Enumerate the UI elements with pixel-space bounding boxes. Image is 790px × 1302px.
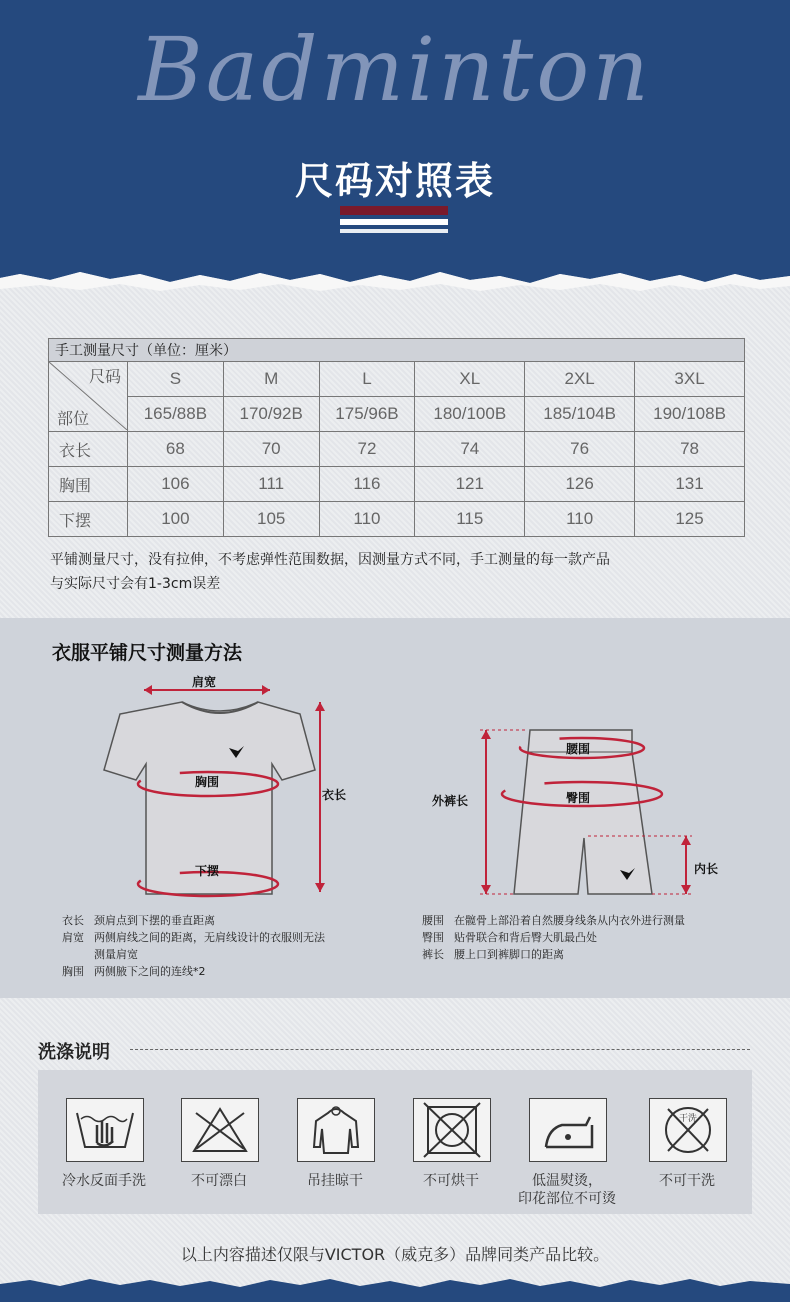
spec-cell: 170/92B	[223, 397, 319, 432]
value-cell: 125	[635, 502, 745, 537]
spec-cell: 175/96B	[319, 397, 415, 432]
note-line-1: 平铺测量尺寸，没有拉伸，不考虑弹性范围数据，因测量方式不同，手工测量的每一款产品	[50, 552, 610, 568]
table-row	[49, 502, 745, 537]
value-cell: 126	[525, 467, 635, 502]
wash-label: 吊挂晾干	[307, 1173, 363, 1189]
low-iron-icon	[529, 1098, 607, 1162]
wash-title: 洗涤说明	[38, 1042, 110, 1063]
size-header-cell: 2XL	[525, 362, 635, 397]
label-waist: 腰围	[566, 742, 591, 756]
value-cell: 116	[319, 467, 415, 502]
torn-paper-edge-bottom	[0, 1274, 790, 1302]
value-cell: 100	[128, 502, 224, 537]
size-header-cell: S	[128, 362, 224, 397]
hang-dry-icon	[297, 1098, 375, 1162]
list-item: 肩宽 两侧肩线之间的距离，无肩线设计的衣服则无法	[62, 931, 325, 944]
brand-script-title: Badminton	[138, 18, 652, 121]
label-length: 衣长	[322, 788, 347, 802]
table-corner-cell	[49, 362, 128, 432]
value-cell: 68	[128, 432, 224, 467]
wash-label: 不可烘干	[423, 1173, 479, 1189]
list-item: 胸围 两侧腋下之间的连线*2	[62, 965, 206, 978]
value-cell: 115	[415, 502, 525, 537]
label-hip: 臀围	[566, 791, 591, 805]
no-bleach-icon	[181, 1098, 259, 1162]
value-cell: 121	[415, 467, 525, 502]
row-label: 胸围	[49, 467, 128, 502]
flag-stripe-white	[340, 219, 448, 225]
corner-part-label: 部位	[57, 411, 90, 428]
no-dry-clean-icon	[649, 1098, 727, 1162]
spec-cell: 185/104B	[525, 397, 635, 432]
page-title: 尺码对照表	[294, 159, 495, 203]
torn-paper-edge-top	[0, 262, 790, 302]
wash-label: 低温熨烫， 印花部位不可烫	[518, 1173, 616, 1207]
wash-panel	[38, 1070, 752, 1214]
value-cell: 74	[415, 432, 525, 467]
label-outseam: 外裤长	[432, 794, 469, 808]
size-header-cell: 3XL	[635, 362, 745, 397]
wash-label: 不可干洗	[659, 1173, 715, 1189]
value-cell: 105	[223, 502, 319, 537]
measurement-note	[50, 548, 750, 596]
value-cell: 131	[635, 467, 745, 502]
list-item: 衣长 颈肩点到下摆的垂直距离	[62, 914, 215, 927]
spec-cell: 165/88B	[128, 397, 224, 432]
value-cell: 111	[223, 467, 319, 502]
label-inseam: 内长	[694, 862, 719, 876]
value-cell: 110	[525, 502, 635, 537]
label-chest: 胸围	[195, 775, 220, 789]
spec-cell: 180/100B	[415, 397, 525, 432]
spec-cell: 190/108B	[635, 397, 745, 432]
row-label: 下摆	[49, 502, 128, 537]
flag-stripe-red	[340, 206, 448, 215]
table-row	[49, 432, 745, 467]
shirt-measure-descriptions	[62, 912, 325, 980]
wash-label: 不可漂白	[191, 1173, 247, 1189]
size-header-cell: XL	[415, 362, 525, 397]
size-chart-table	[48, 338, 745, 537]
value-cell: 72	[319, 432, 415, 467]
tshirt-diagram	[100, 672, 340, 902]
shorts-measure-descriptions	[422, 912, 685, 963]
corner-size-label: 尺码	[88, 369, 121, 386]
value-cell: 78	[635, 432, 745, 467]
flag-stripe-white-thin	[340, 229, 448, 233]
value-cell: 70	[223, 432, 319, 467]
table-caption: 手工测量尺寸（单位：厘米）	[49, 339, 745, 362]
hand-wash-icon	[66, 1098, 144, 1162]
label-hem: 下摆	[195, 864, 220, 878]
table-row	[49, 467, 745, 502]
list-item: 臀围 贴骨联合和背后臀大肌最凸处	[422, 931, 597, 944]
no-tumble-dry-icon	[413, 1098, 491, 1162]
footer-disclaimer: 以上内容描述仅限与VICTOR（威克多）品牌同类产品比较。	[180, 1245, 610, 1264]
value-cell: 110	[319, 502, 415, 537]
dry-clean-mark: 干洗	[678, 1114, 698, 1124]
list-item: 测量肩宽	[94, 948, 138, 961]
size-header-cell: M	[223, 362, 319, 397]
header-banner	[0, 0, 790, 290]
dashed-divider	[130, 1049, 750, 1050]
value-cell: 106	[128, 467, 224, 502]
list-item: 腰围 在髋骨上部沿着自然腰身线条从内衣外进行测量	[422, 914, 685, 927]
row-label: 衣长	[49, 432, 128, 467]
wash-label: 冷水反面手洗	[62, 1173, 146, 1189]
list-item: 裤长 腰上口到裤脚口的距离	[422, 948, 564, 961]
size-header-cell: L	[319, 362, 415, 397]
label-shoulder: 肩宽	[192, 675, 217, 689]
note-line-2: 与实际尺寸会有1-3cm误差	[50, 576, 221, 592]
value-cell: 76	[525, 432, 635, 467]
measure-title: 衣服平铺尺寸测量方法	[52, 642, 243, 664]
